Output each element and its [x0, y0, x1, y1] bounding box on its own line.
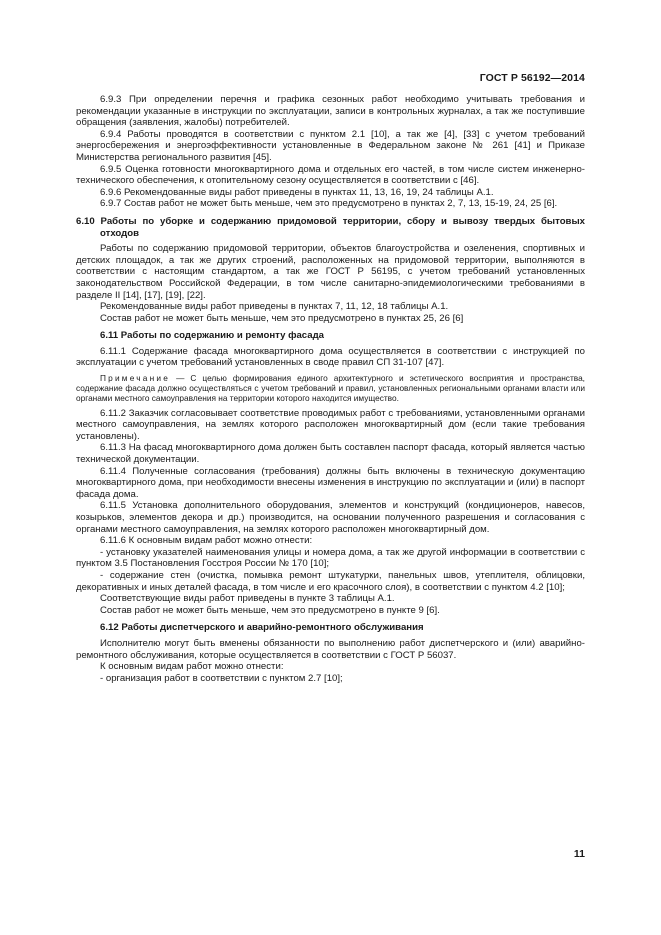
- paragraph-6-11-6: 6.11.6 К основным видам работ можно отнести:: [100, 535, 313, 547]
- paragraph-6-9-7: 6.9.7 Состав работ не может быть меньше, чем это предусмотрено в пунктах 2, 7, 13, 15-19, 24, 25 [6].: [100, 198, 558, 210]
- section-heading-6-12: 6.12 Работы диспетчерского и аварийно-ремонтного обслуживания: [100, 622, 424, 634]
- document-body: [76, 94, 585, 684]
- paragraph-6-11-recommended: Соответствующие виды работ приведены в пункте 3 таблицы А.1.: [100, 593, 395, 605]
- paragraph-6-9-5: 6.9.5 Оценка готовности многоквартирного дома и отдельных его частей, в том числе систем инженерно-технического обеспечения, к отопительному сезону осуществляется в соответствии с [46].: [76, 163, 585, 187]
- paragraph-6-11-scope: Состав работ не может быть меньше, чем это предусмотрено в пункте 9 [6].: [100, 604, 440, 616]
- section-heading-6-10: 6.10 Работы по уборке и содержанию придомовой территории, сбору и вывозу твердых бытовых отходов: [76, 215, 585, 239]
- list-item-signs: - установку указателей наименования улицы и номера дома, а так же другой информации в соответствии с пунктом 3.5 Постановления Госстроя России № 170 [10];: [76, 546, 585, 570]
- paragraph-6-9-6: 6.9.6 Рекомендованные виды работ приведены в пунктах 11, 13, 16, 19, 24 таблицы А.1.: [100, 186, 494, 198]
- page-number: 11: [573, 848, 585, 860]
- document-header: ГОСТ Р 56192—2014: [479, 72, 585, 84]
- paragraph-6-9-3: 6.9.3 При определении перечня и графика сезонных работ необходимо учитывать требования и рекомендации указанные в инструкции по эксплуатации, записи в контрольных журналах, а так же поступившие обращения (заявления, жалобы) потребителей.: [76, 94, 585, 129]
- paragraph-6-9-4: 6.9.4 Работы проводятся в соответствии с пунктом 2.1 [10], а так же [4], [33] с учетом требований энергосбережения и энергоэффективности установленные в Федеральном законе № 261 [41] и Приказе Министерства регионального развития [45].: [76, 128, 585, 163]
- list-item-walls: - содержание стен (очистка, помывка ремонт штукатурки, панельных швов, утеплителя, облицовки, декоративных и иных деталей фасада, в том числе и его красочного слоя), в соответствии с пунктом 4.2 [10];: [76, 569, 585, 593]
- note-label: Примечание: [100, 373, 171, 384]
- paragraph-6-11-3: 6.11.3 На фасад многоквартирного дома должен быть составлен паспорт фасада, который является частью технической документации.: [76, 442, 585, 466]
- section-heading-6-11: 6.11 Работы по содержанию и ремонту фасада: [100, 330, 325, 342]
- paragraph-6-12-list-intro: К основным видам работ можно отнести:: [100, 661, 284, 673]
- paragraph-6-11-4: 6.11.4 Полученные согласования (требования) должны быть включены в техническую документацию многоквартирного дома, при необходимости внесены изменения в инструкцию по эксплуатации и (или) в паспорт фасада дома.: [76, 465, 585, 500]
- paragraph-6-11-1: 6.11.1 Содержание фасада многоквартирного дома осуществляется в соответствии с инструкцией по эксплуатации с учетом требований установленных в своде правил СП 31-107 [47].: [76, 345, 585, 369]
- paragraph-6-10-recommended: Рекомендованные виды работ приведены в пунктах 7, 11, 12, 18 таблицы А.1.: [100, 301, 449, 313]
- list-item-organization: - организация работ в соответствии с пунктом 2.7 [10];: [100, 672, 343, 684]
- paragraph-6-10-body: Работы по содержанию придомовой территории, объектов благоустройства и озеленения, спортивных и детских площадок, а так же других строений, расположенных на придомовой территории, выполняются в соответствии с настоящим стандартом, а так же ГОСТ Р 56195, с учетом требований установленных законодательством Российской Федерации, в том числе санитарно-эпидемиологическими требованиями в разделе II [14], [17], [19], [22].: [76, 243, 585, 301]
- paragraph-6-11-2: 6.11.2 Заказчик согласовывает соответствие проводимых работ с требованиями, установленными органами местного самоуправления, на землях которого расположен многоквартирный дом (если такие требования установлены).: [76, 407, 585, 442]
- paragraph-6-11-5: 6.11.5 Установка дополнительного оборудования, элементов и конструкций (кондиционеров, навесов, козырьков, элементов декора и др.) производится, на основании полученного разрешения и согласования с органами местного самоуправления, на землях которого расположен многоквартирный дом.: [76, 500, 585, 535]
- note-paragraph: [76, 373, 585, 404]
- paragraph-6-12-body: Исполнителю могут быть вменены обязанности по выполнению работ диспетчерского и (или) аварийно-ремонтного обслуживания, которые осуществляется в соответствии с ГОСТ Р 56037.: [76, 637, 585, 661]
- paragraph-6-10-scope: Состав работ не может быть меньше, чем это предусмотрено в пунктах 25, 26 [6]: [100, 312, 464, 324]
- note-text: — С целью формирования единого архитектурного и эстетического восприятия и пространства, содержание фасада должно осуществляться с учетом требований и правил, установленных региональными органами власти или органами местного самоуправления на территории которого находится имущество.: [76, 373, 585, 404]
